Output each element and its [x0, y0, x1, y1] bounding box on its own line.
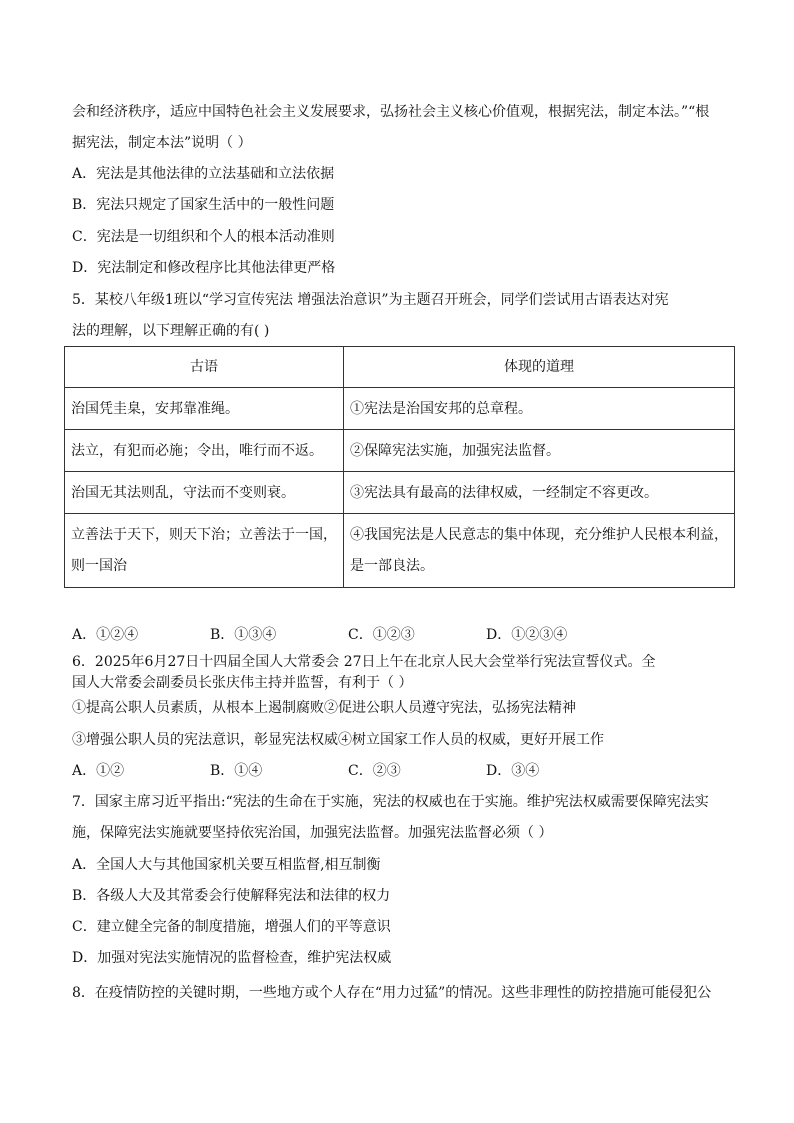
- table-row: [65, 430, 735, 472]
- table-cell-saying: [65, 514, 344, 588]
- table-cell-principle: [344, 514, 735, 588]
- q7-stem-line-1: 7．国家主席习近平指出:“宪法的生命在于实施，宪法的权威也在于实施。维护宪法权威需要保障宪法实: [72, 794, 709, 810]
- table-cell-saying: 治国凭圭臬，安邦靠准绳。: [65, 388, 344, 430]
- table-header-principle: 体现的道理: [344, 347, 735, 388]
- table-cell-principle: ①宪法是治国安邦的总章程。: [344, 388, 735, 430]
- q4-option-d[interactable]: D．宪法制定和修改程序比其他法律更严格: [72, 260, 336, 276]
- table-cell-principle: ③宪法具有最高的法律权威，一经制定不容更改。: [344, 472, 735, 514]
- table-cell-principle-line-2: 是一部良法。: [350, 557, 434, 574]
- q6-option-d[interactable]: D．③④: [486, 763, 540, 779]
- q4-stem-line-2: 据宪法，制定本法”说明（ ）: [72, 135, 252, 151]
- table-row: [65, 388, 735, 430]
- table-cell-principle: ②保障宪法实施，加强宪法监督。: [344, 430, 735, 472]
- q5-option-c[interactable]: C．①②③: [348, 627, 415, 643]
- q7-option-d[interactable]: D．加强对宪法实施情况的监督检查，维护宪法权威: [72, 950, 392, 966]
- table-row: [65, 472, 735, 514]
- q7-stem-line-2: 施，保障宪法实施就要坚持依宪治国，加强宪法监督。加强宪法监督必须（ ）: [72, 825, 553, 841]
- q5-option-b[interactable]: B．①③④: [210, 627, 277, 643]
- q6-items-line-2: ③增强公职人员的宪法意识，彰显宪法权威④树立国家工作人员的权威，更好开展工作: [72, 732, 604, 748]
- q4-option-b[interactable]: B．宪法只规定了国家生活中的一般性问题: [72, 197, 335, 213]
- table-row: [65, 514, 735, 588]
- q4-option-a[interactable]: A．宪法是其他法律的立法基础和立法依据: [72, 166, 335, 182]
- q6-stem-line-2: 国人大常委会副委员长张庆伟主持并监誓，有利于（ ）: [72, 675, 413, 691]
- table-header-ancient-saying: 古语: [65, 347, 344, 388]
- q6-option-b[interactable]: B．①④: [210, 763, 263, 779]
- table-cell-principle-line-1: ④我国宪法是人民意志的集中体现，充分维护人民根本利益，: [350, 526, 728, 543]
- q5-stem-line-1: 5．某校八年级1班以“学习宣传宪法 增强法治意识”为主题召开班会，同学们尝试用古语表达对宪: [72, 292, 669, 308]
- q7-option-c[interactable]: C．建立健全完备的制度措施，增强人们的平等意识: [72, 919, 391, 935]
- q5-option-a[interactable]: A．①②④: [72, 627, 139, 643]
- q5-stem-line-2: 法的理解，以下理解正确的有( ): [72, 323, 270, 339]
- q5-option-d[interactable]: D．①②③④: [486, 627, 568, 643]
- table-cell-saying: 法立，有犯而必施；令出，唯行而不返。: [65, 430, 344, 472]
- q5-table: [64, 346, 735, 588]
- q7-option-a[interactable]: A．全国人大与其他国家机关要互相监督,相互制衡: [72, 857, 381, 873]
- table-cell-saying: 治国无其法则乱，守法而不变则衰。: [65, 472, 344, 514]
- q6-stem-line-1: 6．2025年6月27日十四届全国人大常委会 27日上午在北京人民大会堂举行宪法宣誓仪式。全: [72, 654, 656, 670]
- q4-stem-line-1: 会和经济秩序，适应中国特色社会主义发展要求，弘扬社会主义核心价值观，根据宪法，制定本法。”“根: [72, 104, 710, 120]
- q4-option-c[interactable]: C．宪法是一切组织和个人的根本活动准则: [72, 229, 335, 245]
- q8-stem-line-1: 8．在疫情防控的关键时期，一些地方或个人存在“用力过猛”的情况。这些非理性的防控措施可能侵犯公: [72, 985, 712, 1001]
- table-cell-saying-line-2: 则一国治: [71, 557, 127, 574]
- q7-option-b[interactable]: B．各级人大及其常委会行使解释宪法和法律的权力: [72, 888, 391, 904]
- q6-option-a[interactable]: A．①②: [72, 763, 125, 779]
- q6-items-line-1: ①提高公职人员素质，从根本上遏制腐败②促进公职人员遵守宪法，弘扬宪法精神: [72, 700, 576, 716]
- table-cell-saying-line-1: 立善法于天下，则天下治；立善法于一国，: [71, 526, 337, 543]
- q6-option-c[interactable]: C．②③: [348, 763, 401, 779]
